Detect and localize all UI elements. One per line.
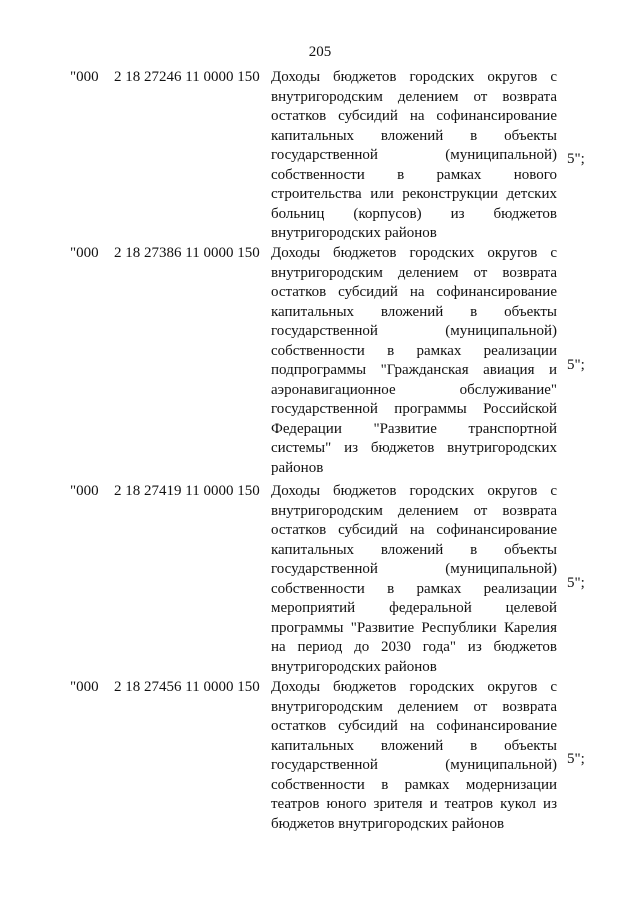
description-line: Доходы бюджетов городских округов с (271, 245, 557, 261)
page-number: 205 (308, 44, 332, 60)
description-line: остатков субсидий на софинансирование (271, 522, 557, 538)
amount-cell: 5"; (567, 575, 585, 591)
description-line: собственности в рамках реализации (271, 342, 557, 359)
description-line: строительства или реконструкции детских (271, 186, 557, 202)
budget-classification-code: 2 18 27419 11 0000 150 (114, 483, 260, 499)
description-line: внутригородских районов (271, 658, 437, 675)
description-line: собственности в рамках модернизации (271, 776, 557, 793)
description-line: на период до 2030 года" из бюджетов (271, 639, 557, 655)
description-line: государственной программы Российской (271, 401, 557, 417)
description-line: Федерации "Развитие транспортной (271, 420, 557, 437)
income-description (271, 482, 557, 677)
budget-classification-code: 2 18 27246 11 0000 150 (114, 69, 260, 85)
admin-code: "000 (70, 69, 99, 85)
description-line: остатков субсидий на софинансирование (271, 718, 557, 734)
amount-cell: 5"; (567, 751, 585, 767)
description-line: программы "Развитие Республики Карелия (271, 619, 557, 636)
description-line: бюджетов внутригородских районов (271, 815, 505, 832)
admin-code: "000 (70, 483, 99, 499)
budget-classification-code: 2 18 27386 11 0000 150 (114, 245, 260, 261)
description-line: капитальных вложений в объекты (271, 127, 557, 144)
description-line: остатков субсидий на софинансирование (271, 108, 557, 124)
income-description (271, 678, 557, 834)
amount-cell: 5"; (567, 151, 585, 167)
budget-classification-code: 2 18 27456 11 0000 150 (114, 679, 260, 695)
admin-code: "000 (70, 679, 99, 695)
description-line: системы" из бюджетов внутригородских (271, 440, 557, 456)
description-line: капитальных вложений в объекты (271, 541, 557, 558)
description-line: государственной (муниципальной) (271, 323, 557, 339)
description-line: собственности в рамках реализации (271, 580, 557, 597)
admin-code: "000 (70, 245, 99, 261)
description-line: капитальных вложений в объекты (271, 303, 557, 320)
description-line: капитальных вложений в объекты (271, 737, 557, 754)
description-line: районов (271, 459, 324, 476)
description-line: Доходы бюджетов городских округов с (271, 483, 557, 499)
description-line: государственной (муниципальной) (271, 757, 557, 773)
description-line: внутригородским делением от возврата (271, 502, 557, 519)
description-line: государственной (муниципальной) (271, 561, 557, 577)
description-line: внутригородским делением от возврата (271, 264, 557, 281)
description-line: государственной (муниципальной) (271, 147, 557, 163)
income-description (271, 68, 557, 244)
description-line: больниц (корпусов) из бюджетов (271, 205, 557, 222)
description-line: внутригородским делением от возврата (271, 88, 557, 105)
description-line: подпрограммы "Гражданская авиация и (271, 362, 557, 378)
description-line: внутригородских районов (271, 225, 437, 241)
description-line: Доходы бюджетов городских округов с (271, 69, 557, 85)
description-line: аэронавигационное обслуживание" (271, 381, 557, 398)
description-line: собственности в рамках нового (271, 166, 557, 183)
description-line: Доходы бюджетов городских округов с (271, 679, 557, 695)
income-description (271, 244, 557, 478)
description-line: внутригородским делением от возврата (271, 698, 557, 715)
amount-cell: 5"; (567, 357, 585, 373)
description-line: остатков субсидий на софинансирование (271, 284, 557, 300)
description-line: театров юного зрителя и театров кукол из (271, 796, 557, 812)
description-line: мероприятий федеральной целевой (271, 600, 557, 616)
